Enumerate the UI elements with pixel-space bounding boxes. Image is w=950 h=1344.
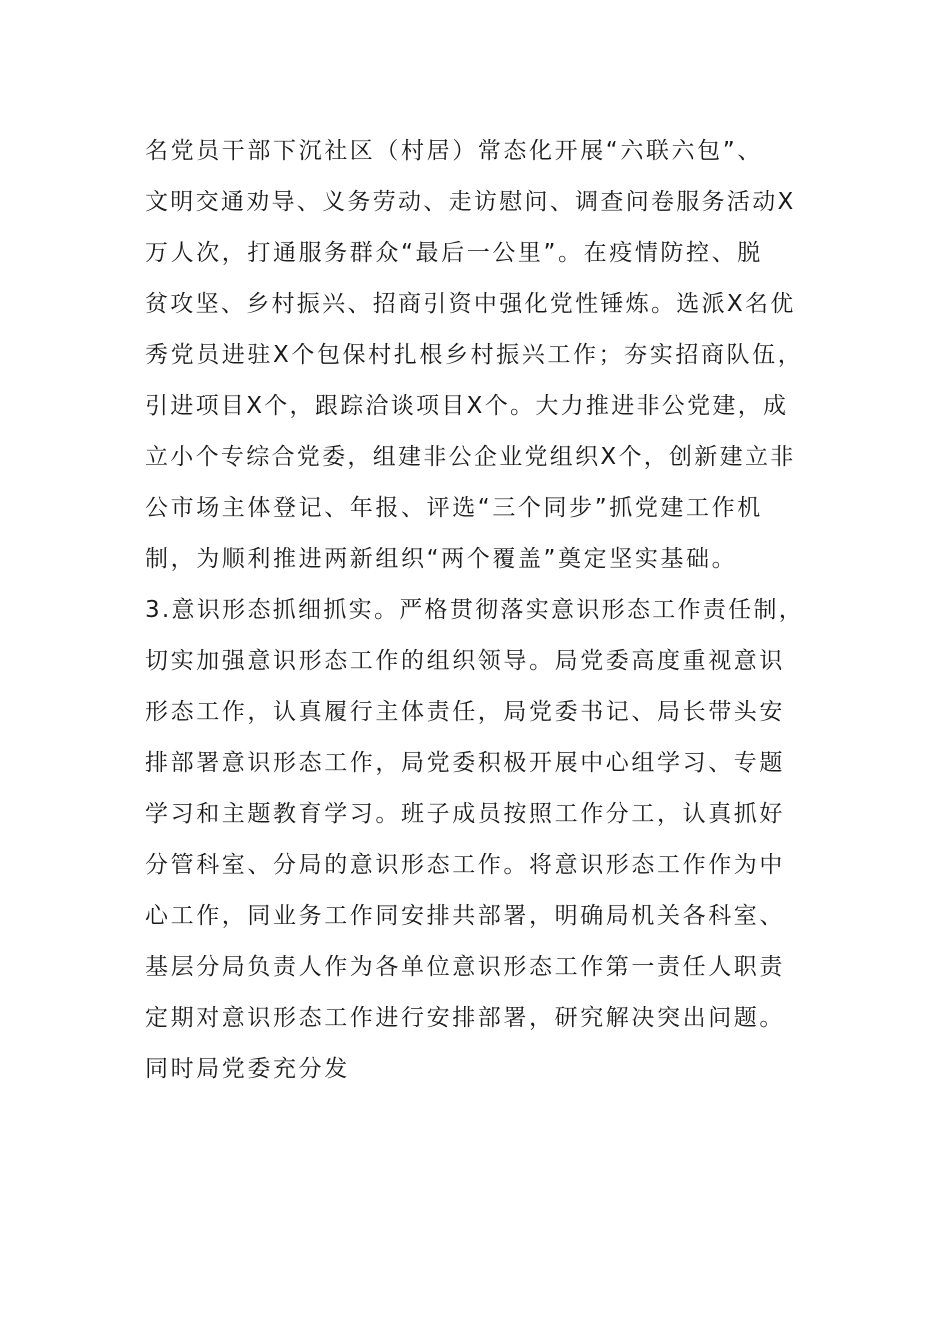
text-line: 立小个专综合党委，组建非公企业党组织X个，创新建立非	[145, 444, 796, 470]
text-line: 引进项目X个，跟踪洽谈项目X个。大力推进非公党建，成	[145, 393, 789, 419]
text-line: 定期对意识形态工作进行安排部署，研究解决突出问题。	[145, 1005, 785, 1031]
text-line: 排部署意识形态工作，局党委积极开展中心组学习、专题	[145, 750, 785, 776]
text-line: 秀党员进驻X个包保村扎根乡村振兴工作；夯实招商队伍，	[145, 342, 804, 368]
text-line: 分管科室、分局的意识形态工作。将意识形态工作作为中	[145, 852, 785, 878]
text-line: 形态工作，认真履行主体责任，局党委书记、局长带头安	[145, 699, 785, 725]
text-line: 贫攻坚、乡村振兴、招商引资中强化党性锤炼。选派X名优	[145, 291, 796, 317]
text-line: 切实加强意识形态工作的组织领导。局党委高度重视意识	[145, 648, 785, 674]
text-line: 同时局党委充分发	[145, 1056, 350, 1082]
text-line: 心工作，同业务工作同安排共部署，明确局机关各科室、	[145, 903, 785, 929]
text-line: 名党员干部下沉社区（村居）常态化开展“六联六包”、	[145, 138, 763, 164]
text-line: 文明交通劝导、义务劳动、走访慰问、调查问卷服务活动X	[145, 189, 796, 215]
text-line: 公市场主体登记、年报、评选“三个同步”抓党建工作机	[145, 495, 763, 521]
section-heading-line: 3.意识形态抓细抓实。严格贯彻落实意识形态工作责任制，	[145, 597, 805, 623]
text-line: 基层分局负责人作为各单位意识形态工作第一责任人职责	[145, 954, 785, 980]
text-line: 学习和主题教育学习。班子成员按照工作分工，认真抓好	[145, 801, 785, 827]
text-line: 万人次，打通服务群众“最后一公里”。在疫情防控、脱	[145, 240, 763, 266]
text-line: 制，为顺利推进两新组织“两个覆盖”奠定坚实基础。	[145, 546, 738, 572]
body-text	[145, 126, 825, 1095]
